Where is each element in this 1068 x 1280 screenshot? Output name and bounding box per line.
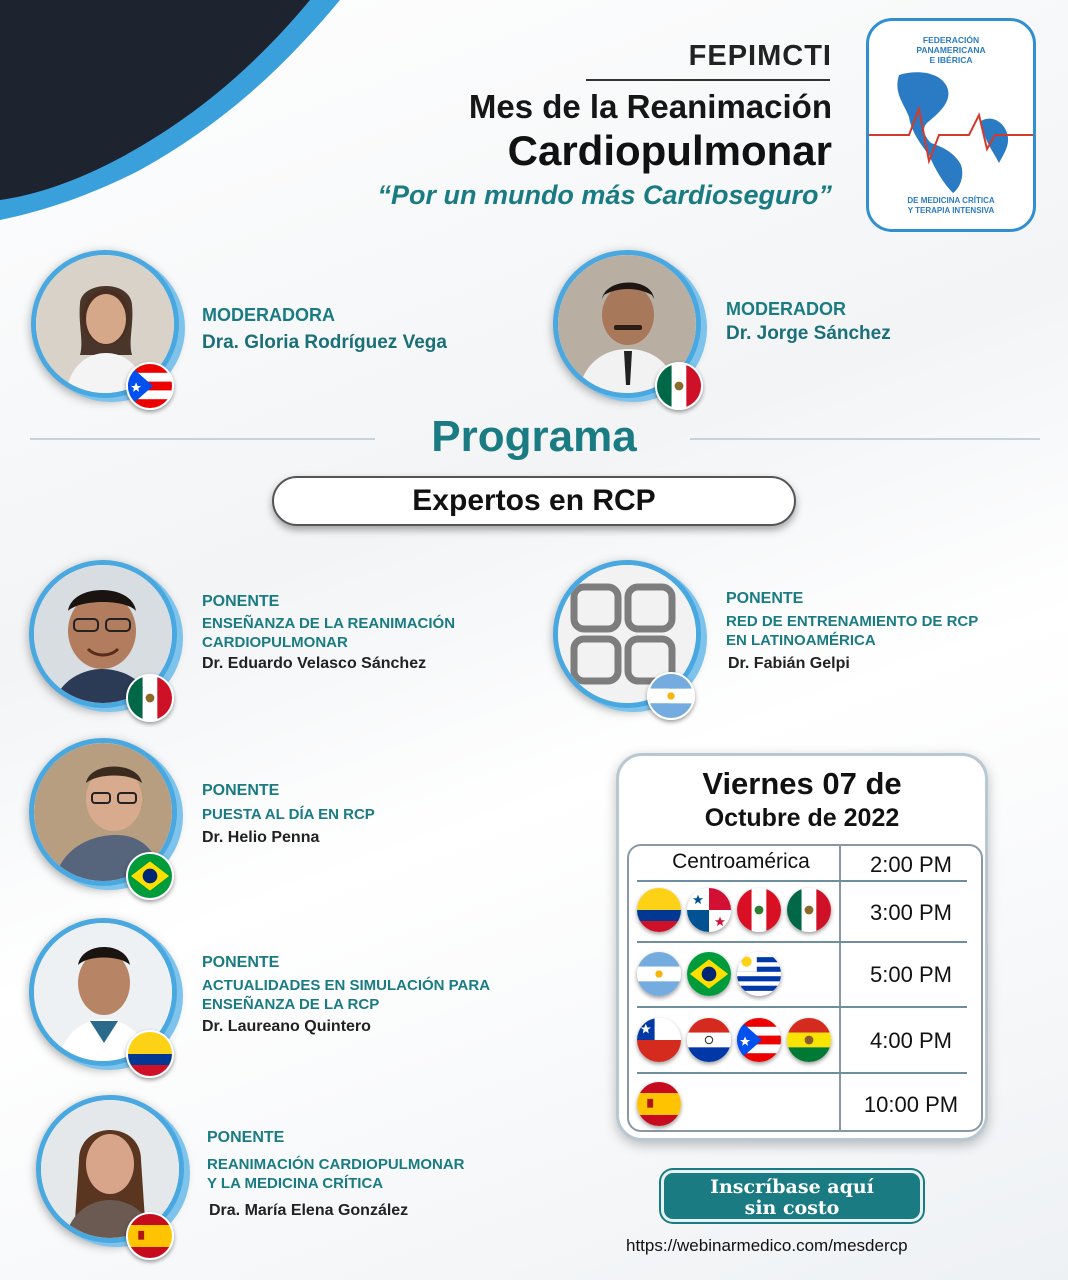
flag-spain-icon xyxy=(126,1212,174,1260)
moderator-1-name: Dra. Gloria Rodríguez Vega xyxy=(202,332,447,353)
speaker-4-role: PONENTE xyxy=(202,954,280,971)
register-button[interactable] xyxy=(661,1170,923,1222)
topic-line: Y LA MEDICINA CRÍTICA xyxy=(207,1175,384,1192)
flag-spain-icon xyxy=(637,1082,681,1126)
flag-mexico-icon xyxy=(126,674,174,722)
flag-panama-icon xyxy=(687,888,731,932)
row-time: 3:00 PM xyxy=(870,900,952,925)
table-row-divider xyxy=(637,880,967,882)
table-row-divider xyxy=(637,941,967,943)
event-title-line2: Cardiopulmonar xyxy=(507,127,832,174)
program-heading: Programa xyxy=(431,412,637,461)
speaker-5-name: Dra. María Elena González xyxy=(209,1202,409,1219)
program-subheading: Expertos en RCP xyxy=(272,476,796,526)
flag-colombia-icon xyxy=(637,888,681,932)
speaker-5-topic xyxy=(207,1155,465,1193)
flag-bolivia-icon xyxy=(787,1018,831,1062)
row-time: 2:00 PM xyxy=(870,852,952,877)
speaker-3-topic xyxy=(202,805,375,824)
event-date-line1: Viernes 07 de xyxy=(702,766,902,801)
flag-paraguay-icon xyxy=(687,1018,731,1062)
speaker-5-role: PONENTE xyxy=(207,1129,285,1146)
speaker-3-name: Dr. Helio Penna xyxy=(202,829,320,846)
flag-uruguay-icon xyxy=(737,952,781,996)
speaker-2-role: PONENTE xyxy=(726,590,804,607)
logo-text-line: PANAMERICANA xyxy=(916,45,986,55)
topic-line: PUESTA AL DÍA EN RCP xyxy=(202,806,375,823)
speaker-3-role: PONENTE xyxy=(202,782,280,799)
logo-top-text xyxy=(869,35,1033,65)
flag-puerto-rico-icon xyxy=(126,362,174,410)
flag-brazil-icon xyxy=(126,852,174,900)
map-heartbeat-icon xyxy=(869,65,1033,195)
table-row-divider xyxy=(637,1072,967,1074)
event-title-line1: Mes de la Reanimación xyxy=(468,88,832,125)
topic-line: RED DE ENTRENAMIENTO DE RCP xyxy=(726,613,979,630)
federation-logo xyxy=(866,18,1036,232)
speaker-1-topic xyxy=(202,614,455,652)
table-row-divider xyxy=(637,1006,967,1008)
schedule-card xyxy=(616,753,988,1141)
logo-bottom-text xyxy=(869,196,1033,216)
flag-puerto-rico-icon xyxy=(737,1018,781,1062)
speaker-2-topic xyxy=(726,612,978,650)
event-date-line2: Octubre de 2022 xyxy=(704,804,900,832)
timezone-table xyxy=(627,844,983,1132)
speaker-1-role: PONENTE xyxy=(202,593,280,610)
flag-mexico-icon xyxy=(787,888,831,932)
table-column-divider xyxy=(839,846,841,1130)
region-label: Centroamérica xyxy=(672,850,810,873)
moderator-2-name: Dr. Jorge Sánchez xyxy=(726,323,891,344)
register-button-line2: sin costo xyxy=(744,1197,840,1219)
flag-argentina-icon xyxy=(647,672,695,720)
row-time: 10:00 PM xyxy=(863,1092,959,1117)
flag-colombia-icon xyxy=(126,1030,174,1078)
speaker-2-name: Dr. Fabián Gelpi xyxy=(728,655,850,672)
speaker-4-name: Dr. Laureano Quintero xyxy=(202,1018,371,1035)
flag-mexico-icon xyxy=(655,362,703,410)
topic-line: ENSEÑANZA DE LA REANIMACIÓN xyxy=(202,615,456,632)
header-divider xyxy=(586,79,830,81)
flag-argentina-icon xyxy=(637,952,681,996)
speaker-4-topic xyxy=(202,976,490,1014)
logo-text-line: FEDERACIÓN xyxy=(922,35,980,45)
logo-text-line: E IBÉRICA xyxy=(929,55,973,65)
header-decoration xyxy=(0,0,380,240)
event-slogan: “Por un mundo más Cardioseguro” xyxy=(377,180,832,210)
flag-chile-icon xyxy=(637,1018,681,1062)
topic-line: ACTUALIDADES EN SIMULACIÓN PARA xyxy=(202,977,491,994)
logo-text-line: Y TERAPIA INTENSIVA xyxy=(907,206,995,215)
flag-brazil-icon xyxy=(687,952,731,996)
topic-line: ENSEÑANZA DE LA RCP xyxy=(202,996,380,1013)
topic-line: CARDIOPULMONAR xyxy=(202,634,348,651)
row-time: 4:00 PM xyxy=(870,1028,952,1053)
topic-line: REANIMACIÓN CARDIOPULMONAR xyxy=(207,1156,465,1173)
row-time: 5:00 PM xyxy=(870,962,952,987)
topic-line: EN LATINOAMÉRICA xyxy=(726,632,876,649)
logo-text-line: DE MEDICINA CRÍTICA xyxy=(907,196,995,205)
flag-peru-icon xyxy=(737,888,781,932)
register-button-line1: Inscríbase aquí xyxy=(710,1176,874,1198)
moderator-2-role: MODERADOR xyxy=(726,299,846,319)
registration-link[interactable]: https://webinarmedico.com/mesdercp xyxy=(626,1236,908,1255)
moderator-1-role: MODERADORA xyxy=(202,305,335,325)
speaker-1-name: Dr. Eduardo Velasco Sánchez xyxy=(202,655,427,672)
organization-name: FEPIMCTI xyxy=(688,40,832,72)
